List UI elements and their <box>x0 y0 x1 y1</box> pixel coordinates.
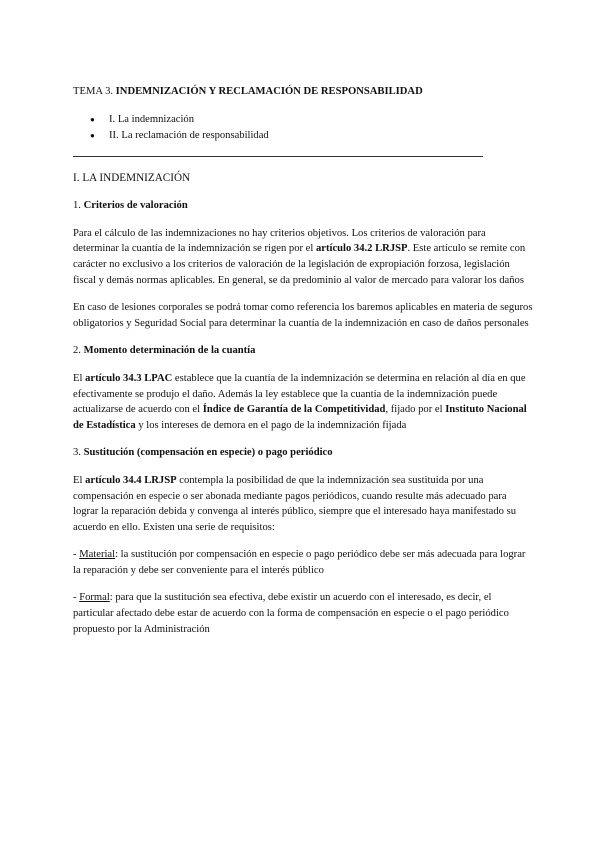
subsection-title: Criterios de valoración <box>83 200 188 212</box>
document-body <box>73 84 533 649</box>
requirement-term: Formal <box>79 592 110 604</box>
document-title <box>73 84 533 100</box>
subsection-heading-1 <box>73 198 533 214</box>
title-prefix: TEMA 3. <box>73 86 116 97</box>
paragraph: En caso de lesiones corporales se podrá tomar como referencia los baremos aplicables en materia de seguros obligatorios y Seguridad Social para determinar la cuantía de la indemnización en caso de daños personales <box>73 302 533 329</box>
paragraph-text: El <box>73 372 86 384</box>
requirement-term: Material <box>79 549 116 561</box>
subsection-title: Sustitución (compensación en especie) o pago periódico <box>83 447 333 459</box>
toc-item: ● I. La indemnización <box>73 112 533 128</box>
paragraph-text: contempla la posibilidad de que la indemnización sea sustituida por una compensación en especie o ser abonada mediante pagos periódicos, cuando resulte más adecuado para lograr la reparación debida y convenga al interés público, siempre que el interesado haya manifestado su acuerdo en ello. Existen una serie de requisitos: <box>73 474 516 533</box>
toc-item: ● II. La reclamación de responsabilidad <box>73 128 533 144</box>
paragraph-text: y los intereses de demora en el pago de la indemnización fijada <box>135 419 407 431</box>
subsection-heading-2 <box>73 343 533 359</box>
table-of-contents <box>73 112 533 144</box>
requirement-formal <box>73 590 533 637</box>
dash: - <box>73 549 80 561</box>
paragraph <box>73 371 533 433</box>
paragraph-text: , fijado por el <box>385 404 446 416</box>
paragraph-text: : para que la sustitución sea efectiva, debe existir un acuerdo con el interesado, es decir, el particular afectado debe estar de acuerdo con la forma de compensación en especie o el pago periódico propuesto por la Administración <box>73 592 509 635</box>
requirement-material <box>73 547 533 578</box>
subsection-heading-3 <box>73 445 533 461</box>
paragraph <box>73 226 533 288</box>
section-heading: I. LA INDEMNIZACIÓN <box>73 171 191 184</box>
law-reference: artículo 34.2 LRJSP <box>315 243 408 255</box>
paragraph-text: : la sustitución por compensación en especie o pago periódico debe ser más adecuada para lograr la reparación y debe ser conveniente para el interés público <box>73 549 526 576</box>
paragraph-text: establece que la cuantía de la indemnización se determina en relación al día en que efectivamente se produjo el daño. Además la ley establece que la cuantía de la indemnización puede actualizarse de acuerdo con el <box>73 372 526 416</box>
subsection-title: Momento determinación de la cuantía <box>83 345 256 357</box>
paragraph-text: . Este artículo se remite con carácter no exclusivo a los criterios de valoración de la legislación de expropiación forzosa, legislación fiscal y demás normas aplicables. En general, se da predominio al valor de mercado para valorar los daños <box>73 243 526 286</box>
paragraph-text: Para el cálculo de las indemnizaciones no hay criterios objetivos. Los criterios de valoración para determinar la cuantía de la indemnización se rigen por el <box>73 227 486 255</box>
institute-name: Instituto Nacional de Estadística <box>73 404 527 431</box>
subsection-number: 2. <box>73 345 84 357</box>
subsection-number: 1. <box>73 200 84 212</box>
title-text: INDEMNIZACIÓN Y RECLAMACIÓN DE RESPONSABILIDAD <box>115 86 423 97</box>
index-name: Índice de Garantía de la Competitividad <box>202 404 386 416</box>
paragraph <box>73 473 533 535</box>
law-reference: artículo 34.4 LRJSP <box>85 474 177 486</box>
subsection-number: 3. <box>73 447 84 459</box>
horizontal-divider <box>73 156 483 157</box>
dash: - <box>73 592 80 604</box>
paragraph-text: El <box>73 474 86 486</box>
law-reference: artículo 34.3 LPAC <box>85 372 173 384</box>
